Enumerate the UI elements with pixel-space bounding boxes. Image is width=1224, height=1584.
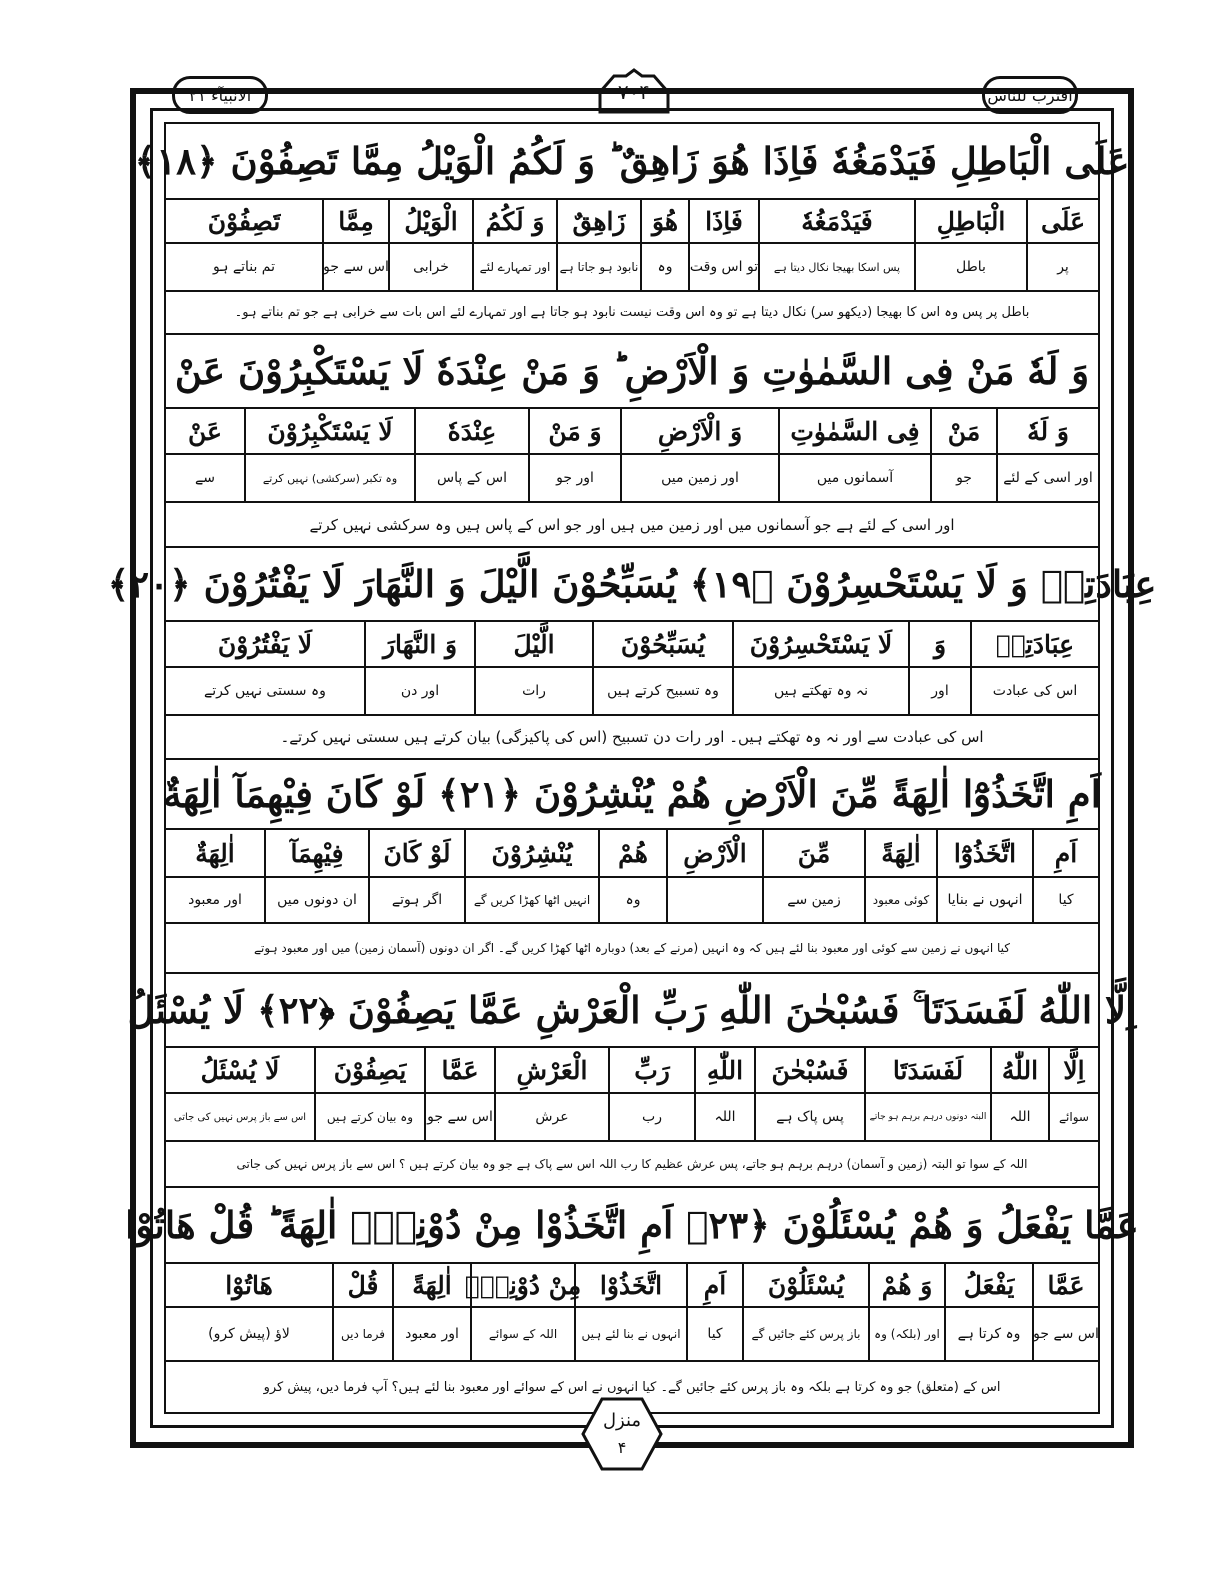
word-cell: اٰلِهَةٌ: [195, 838, 235, 868]
gloss-cell: البتہ دونوں درہم برہم ہو جاتے: [864, 1094, 990, 1140]
gloss-cell: پس پاک ہے: [754, 1094, 864, 1140]
gloss-cell: اس سے جو: [322, 244, 388, 290]
word-cell: وَ لَكُمُ: [472, 200, 556, 242]
gloss-cell: جو: [930, 455, 996, 501]
gloss-cell: پر: [1026, 244, 1098, 290]
word-cell: وَ هُمْ: [868, 1264, 944, 1306]
gloss-cell: اس کے پاس: [414, 455, 528, 501]
ayah-line: وَ لَهٗ مَنْ فِى السَّمٰوٰتِ وَ الْاَرْضِ ؕ وَ مَنْ عِنْدَهٗ لَا يَسْتَكْبِرُوْنَ عَنْ: [166, 335, 1098, 409]
word-cell: اِلَّا: [1048, 1048, 1098, 1092]
word-cell: قُلْ: [332, 1264, 392, 1306]
word-cell: اٰلِهَةً: [864, 830, 936, 876]
manzil-badge: [580, 1396, 664, 1472]
word-cell: لَا يَسْتَكْبِرُوْنَ: [244, 409, 414, 453]
gloss-cell: فرما دیں: [332, 1308, 392, 1360]
gloss-cell: زمین سے: [762, 878, 864, 922]
translation-line: کیا انہوں نے زمین سے کوئی اور معبود بنا لئے ہیں کہ وہ انہیں (مرنے کے بعد) دوبارہ اٹھا کھڑا کریں گے۔ اگر ان دونوں (آسمان زمین) میں اور معبود ہوتے: [166, 924, 1098, 974]
gloss-cell: اور زمین میں: [620, 455, 778, 501]
word-cell: اَمِ: [1032, 830, 1098, 876]
gloss-row: [166, 878, 1098, 924]
gloss-cell: عرش: [494, 1094, 608, 1140]
ayah-section-19b-20: [107, 548, 1157, 760]
word-cell: يُسْئَلُوْنَ: [742, 1264, 868, 1306]
word-cell: لَا يُسْئَلُ: [200, 1055, 280, 1085]
gloss-cell: رب: [608, 1094, 694, 1140]
surah-name-label: الانبیآء ۲۱: [188, 85, 252, 105]
word-cell: مِمَّا: [322, 200, 388, 242]
ayah-section-22: [127, 974, 1137, 1188]
word-cell: فَيَدْمَغُهٗ: [758, 200, 914, 242]
translation-line: اللہ کے سوا تو البتہ (زمین و آسمان) درہم برہم ہو جاتے، پس عرش عظیم کا رب اللہ اس سے پاک ہے جو وہ بیان کرتے ہیں ؟ اس سے باز پرس نہیں کی جاتی: [166, 1142, 1098, 1188]
ayah-line: عِبَادَتِهٖ وَ لَا يَسْتَحْسِرُوْنَ ﴿١٩﴾ يُسَبِّحُوْنَ الَّيْلَ وَ النَّهَارَ لَا يَفْتُرُوْنَ ﴿٢٠﴾: [166, 548, 1098, 622]
manzil-label: منزل: [602, 1410, 642, 1431]
word-cell: لَفَسَدَتَا: [864, 1048, 990, 1092]
word-cell: وَ الْاَرْضِ: [620, 409, 778, 453]
word-cell: وَ النَّهَارَ: [364, 622, 474, 666]
gloss-row: [166, 668, 1098, 716]
gloss-cell: تو اس وقت: [688, 244, 758, 290]
word-cell: اٰلِهَةً: [392, 1264, 470, 1306]
gloss-cell: اس سے جو: [1032, 1308, 1098, 1360]
word-cell: لَوْ كَانَ: [368, 830, 464, 876]
gloss-cell: وہ سستی نہیں کرتے: [204, 683, 326, 699]
gloss-cell: نابود ہو جاتا ہے: [556, 244, 640, 290]
word-cell: اتَّخَذُوْا: [574, 1264, 686, 1306]
gloss-cell: باز پرس کئے جائیں گے: [742, 1308, 868, 1360]
gloss-cell: وہ کرتا ہے: [944, 1308, 1032, 1360]
gloss-cell: خرابی: [388, 244, 472, 290]
word-cell: يَصِفُوْنَ: [314, 1048, 424, 1092]
gloss-cell: اللہ: [990, 1094, 1048, 1140]
gloss-cell: لاؤ (پیش کرو): [208, 1326, 290, 1342]
gloss-cell: وہ: [640, 244, 688, 290]
word-row: [166, 622, 1098, 668]
word-cell: عَمَّا: [424, 1048, 494, 1092]
word-cell: مِّنَ: [762, 830, 864, 876]
gloss-cell: اور دن: [364, 668, 474, 714]
gloss-cell: انہوں نے بنا لئے ہیں: [574, 1308, 686, 1360]
gloss-cell: وہ: [598, 878, 666, 922]
juz-name-label: اقترب للناس: [987, 85, 1073, 105]
word-cell: الْعَرْشِ: [494, 1048, 608, 1092]
ayah-section-23-24: [125, 1188, 1139, 1412]
word-cell: الْبَاطِلِ: [914, 200, 1026, 242]
word-cell: مِنْ دُوْنِهٖٓ: [470, 1264, 574, 1306]
word-cell: هَاتُوْا: [225, 1270, 273, 1300]
word-cell: لَا يَفْتُرُوْنَ: [217, 629, 313, 659]
word-cell: عَلَى: [1026, 200, 1098, 242]
word-row: [166, 1264, 1098, 1308]
word-cell: اتَّخَذُوْٓا: [936, 830, 1032, 876]
gloss-row: [166, 1094, 1098, 1142]
ayah-line: اَمِ اتَّخَذُوْٓا اٰلِهَةً مِّنَ الْاَرْضِ هُمْ يُنْشِرُوْنَ ﴿٢١﴾ لَوْ كَانَ فِيْهِمَآ اٰلِهَةٌ: [166, 760, 1098, 830]
word-cell: الْاَرْضِ: [666, 830, 762, 876]
translation-line: باطل پر پس وہ اس کا بھیجا (دیکھو سر) نکال دیتا ہے تو وہ اس وقت نیست نابود ہو جاتا ہے اور تمہارے لئے اس بات سے خرابی ہے جو تم بناتے ہو۔: [166, 292, 1098, 335]
word-cell: اللّٰهِ: [694, 1048, 754, 1092]
word-row: [166, 200, 1098, 244]
word-cell: عِنْدَهٗ: [414, 409, 528, 453]
ayah-line: عَلَى الْبَاطِلِ فَيَدْمَغُهٗ فَاِذَا هُوَ زَاهِقٌ ؕ وَ لَكُمُ الْوَيْلُ مِمَّا تَصِفُوْنَ ﴿١٨﴾: [166, 124, 1098, 200]
ayah-section-21: [163, 760, 1101, 974]
gloss-cell: انہیں اٹھا کھڑا کریں گے: [464, 878, 598, 922]
ayah-line: اِلَّا اللّٰهُ لَفَسَدَتَا ۚ فَسُبْحٰنَ اللّٰهِ رَبِّ الْعَرْشِ عَمَّا يَصِفُوْنَ ﴿٢٢﴾ لَا يُسْئَلُ: [166, 974, 1098, 1048]
gloss-cell: اس سے باز پرس نہیں کی جاتی: [173, 1111, 307, 1123]
word-cell: رَبِّ: [608, 1048, 694, 1092]
page-content: [107, 124, 1157, 1412]
gloss-cell: اور: [908, 668, 970, 714]
gloss-cell: پس اسکا بھیجا نکال دیتا ہے: [758, 244, 914, 290]
word-cell: زَاهِقٌ: [556, 200, 640, 242]
word-cell: عَمَّا: [1032, 1264, 1098, 1306]
gloss-cell: ان دونوں میں: [264, 878, 368, 922]
word-cell: فَاِذَا: [688, 200, 758, 242]
word-cell: تَصِفُوْنَ: [207, 206, 281, 236]
gloss-cell: اللہ: [694, 1094, 754, 1140]
word-cell: وَ: [908, 622, 970, 666]
word-cell: وَ مَنْ: [528, 409, 620, 453]
gloss-cell: [666, 878, 762, 922]
word-cell: فِى السَّمٰوٰتِ: [778, 409, 930, 453]
word-cell: فَسُبْحٰنَ: [754, 1048, 864, 1092]
translation-line: اور اسی کے لئے ہے جو آسمانوں میں اور زمین میں ہیں اور جو اس کے پاس ہیں وہ سرکشی نہیں کرتے: [166, 503, 1098, 548]
gloss-cell: انہوں نے بنایا: [936, 878, 1032, 922]
ayah-section-19a: [166, 335, 1098, 548]
gloss-row: [166, 244, 1098, 292]
word-cell: فِيْهِمَآ: [264, 830, 368, 876]
gloss-cell: وہ بیان کرتے ہیں: [314, 1094, 424, 1140]
translation-line: اس کے (متعلق) جو وہ کرتا ہے بلکہ وہ باز پرس کئے جائیں گے۔ کیا انہوں نے اس کے سوائے اور معبود بنا لئے ہیں؟ آپ فرما دیں، پیش کرو: [263, 1379, 1001, 1395]
gloss-cell: اور معبود: [392, 1308, 470, 1360]
translation-line: اس کی عبادت سے اور نہ وہ تھکتے ہیں۔ اور رات دن تسبیح (اس کی پاکیزگی) بیان کرتے ہیں سستی نہیں کرتے۔: [166, 716, 1098, 760]
gloss-cell: اور جو: [528, 455, 620, 501]
gloss-cell: آسمانوں میں: [778, 455, 930, 501]
page-number: ۷۰۴: [617, 80, 651, 104]
gloss-cell: اس سے جو: [424, 1094, 494, 1140]
word-cell: اَمِ: [686, 1264, 742, 1306]
word-cell: وَ لَهٗ: [996, 409, 1098, 453]
word-cell: عِبَادَتِهٖ: [970, 622, 1098, 666]
gloss-cell: وہ تسبیح کرتے ہیں: [592, 668, 732, 714]
ayah-line: عَمَّا يَفْعَلُ وَ هُمْ يُسْئَلُوْنَ ﴿٢٣﴾ اَمِ اتَّخَذُوْا مِنْ دُوْنِهٖٓ اٰلِهَةً ؕ قُلْ هَاتُوْا: [166, 1188, 1098, 1264]
gloss-cell: اور اسی کے لئے: [996, 455, 1098, 501]
gloss-row: [166, 1308, 1098, 1362]
word-cell: الَّيْلَ: [474, 622, 592, 666]
word-row: [166, 830, 1098, 878]
gloss-cell: نہ وہ تھکتے ہیں: [732, 668, 908, 714]
word-cell: هُوَ: [640, 200, 688, 242]
word-cell: هُمْ: [598, 830, 666, 876]
word-cell: لَا يَسْتَحْسِرُوْنَ: [732, 622, 908, 666]
word-cell: يَفْعَلُ: [944, 1264, 1032, 1306]
manzil-number: ۴: [617, 1438, 627, 1457]
gloss-cell: سے: [195, 470, 215, 486]
word-cell: يُنْشِرُوْنَ: [464, 830, 598, 876]
word-cell: يُسَبِّحُوْنَ: [592, 622, 732, 666]
gloss-cell: اور (بلکہ) وہ: [868, 1308, 944, 1360]
gloss-cell: رات: [474, 668, 592, 714]
gloss-cell: کوئی معبود: [864, 878, 936, 922]
word-cell: الْوَيْلُ: [388, 200, 472, 242]
gloss-cell: باطل: [914, 244, 1026, 290]
manzil-hexagon: [580, 1396, 664, 1472]
word-cell: عَنْ: [188, 416, 222, 446]
gloss-cell: کیا: [686, 1308, 742, 1360]
ayah-section-18: [134, 124, 1130, 335]
word-row: [166, 409, 1098, 455]
word-cell: اللّٰهُ: [990, 1048, 1048, 1092]
gloss-cell: سوائے: [1048, 1094, 1098, 1140]
gloss-cell: اگر ہوتے: [368, 878, 464, 922]
gloss-row: [166, 455, 1098, 503]
gloss-cell: اللہ کے سوائے: [470, 1308, 574, 1360]
gloss-cell: اور تمہارے لئے: [472, 244, 556, 290]
gloss-cell: تم بناتے ہو: [212, 259, 276, 275]
gloss-cell: اس کی عبادت: [970, 668, 1098, 714]
word-cell: مَنْ: [930, 409, 996, 453]
gloss-cell: وہ تکبر (سرکشی) نہیں کرتے: [244, 455, 414, 501]
gloss-cell: کیا: [1032, 878, 1098, 922]
word-row: [166, 1048, 1098, 1094]
gloss-cell: اور معبود: [188, 892, 242, 908]
